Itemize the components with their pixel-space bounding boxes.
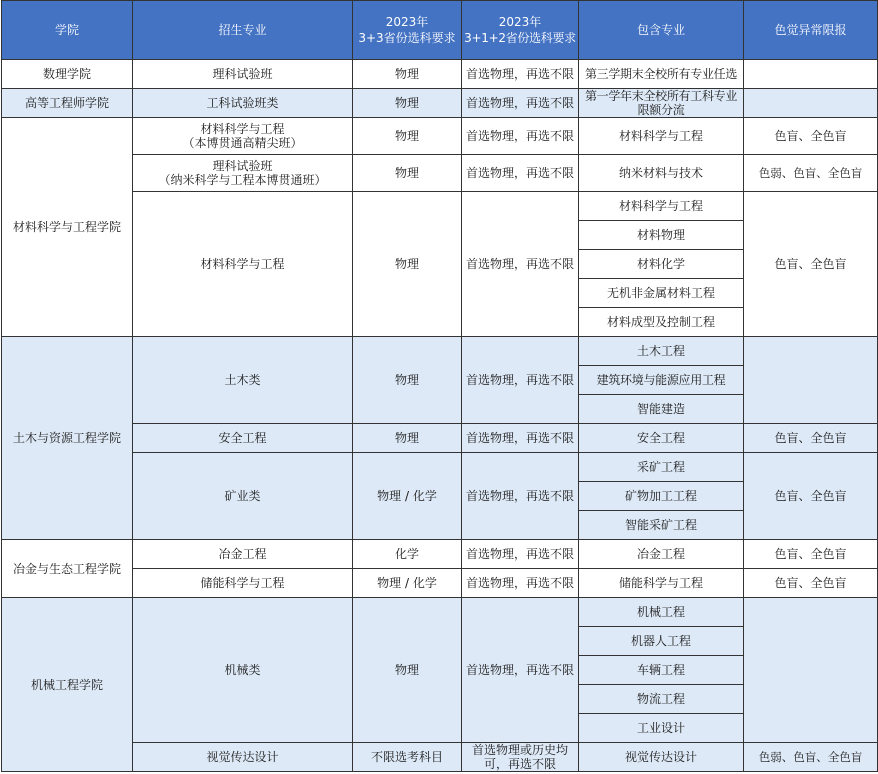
req33-cell: 物理 / 化学 bbox=[353, 569, 462, 598]
included-cell: 智能建造 bbox=[579, 395, 744, 424]
color-cell: 色盲、全色盲 bbox=[744, 118, 878, 155]
req312-cell: 首选物理，再选不限 bbox=[462, 337, 579, 424]
major-cell: 土木类 bbox=[133, 337, 353, 424]
color-cell: 色盲、全色盲 bbox=[744, 192, 878, 337]
color-cell: 色盲、全色盲 bbox=[744, 569, 878, 598]
req312-cell: 首选物理，再选不限 bbox=[462, 424, 579, 453]
major-cell: 冶金工程 bbox=[133, 540, 353, 569]
included-cell: 材料化学 bbox=[579, 250, 744, 279]
college-cell: 机械工程学院 bbox=[2, 598, 133, 772]
header-req33: 2023年 3+3省份选科要求 bbox=[353, 1, 462, 60]
header-color-limit: 色觉异常限报 bbox=[744, 1, 878, 60]
college-cell: 数理学院 bbox=[2, 60, 133, 89]
req312-cell: 首选物理，再选不限 bbox=[462, 118, 579, 155]
included-cell: 材料科学与工程 bbox=[579, 118, 744, 155]
header-major: 招生专业 bbox=[133, 1, 353, 60]
included-cell: 第一学年末全校所有工科专业 限额分流 bbox=[579, 89, 744, 118]
req33-cell: 物理 / 化学 bbox=[353, 453, 462, 540]
table-row bbox=[2, 598, 878, 627]
req33-cell: 物理 bbox=[353, 424, 462, 453]
req33-cell: 物理 bbox=[353, 155, 462, 192]
major-cell: 材料科学与工程 bbox=[133, 192, 353, 337]
req312-cell: 首选物理，再选不限 bbox=[462, 192, 579, 337]
color-cell bbox=[744, 60, 878, 89]
included-cell: 建筑环境与能源应用工程 bbox=[579, 366, 744, 395]
color-cell: 色弱、色盲、全色盲 bbox=[744, 155, 878, 192]
included-cell: 无机非金属材料工程 bbox=[579, 279, 744, 308]
table-row bbox=[2, 540, 878, 569]
included-cell: 采矿工程 bbox=[579, 453, 744, 482]
table-row bbox=[2, 60, 878, 89]
color-cell: 色弱、色盲、全色盲 bbox=[744, 743, 878, 772]
college-cell: 冶金与生态工程学院 bbox=[2, 540, 133, 598]
header-included: 包含专业 bbox=[579, 1, 744, 60]
color-cell bbox=[744, 598, 878, 743]
header-college: 学院 bbox=[2, 1, 133, 60]
major-cell: 工科试验班类 bbox=[133, 89, 353, 118]
req33-cell: 化学 bbox=[353, 540, 462, 569]
table-row bbox=[2, 155, 878, 192]
included-cell: 物流工程 bbox=[579, 685, 744, 714]
req312-cell: 首选物理，再选不限 bbox=[462, 453, 579, 540]
req33-cell: 物理 bbox=[353, 118, 462, 155]
major-cell: 材料科学与工程 （本博贯通高精尖班） bbox=[133, 118, 353, 155]
table-row bbox=[2, 337, 878, 366]
included-cell: 纳米材料与技术 bbox=[579, 155, 744, 192]
table-row bbox=[2, 192, 878, 221]
included-cell: 智能采矿工程 bbox=[579, 511, 744, 540]
major-cell: 矿业类 bbox=[133, 453, 353, 540]
college-cell: 材料科学与工程学院 bbox=[2, 118, 133, 337]
req33-cell: 物理 bbox=[353, 60, 462, 89]
admission-table bbox=[1, 0, 878, 772]
table-row bbox=[2, 89, 878, 118]
table-row bbox=[2, 569, 878, 598]
included-cell: 车辆工程 bbox=[579, 656, 744, 685]
req33-cell: 物理 bbox=[353, 89, 462, 118]
included-cell: 第三学期末全校所有专业任选 bbox=[579, 60, 744, 89]
req312-cell: 首选物理或历史均 可，再选不限 bbox=[462, 743, 579, 772]
req312-cell: 首选物理，再选不限 bbox=[462, 60, 579, 89]
included-cell: 机器人工程 bbox=[579, 627, 744, 656]
req312-cell: 首选物理，再选不限 bbox=[462, 569, 579, 598]
included-cell: 矿物加工工程 bbox=[579, 482, 744, 511]
included-cell: 土木工程 bbox=[579, 337, 744, 366]
req33-cell: 物理 bbox=[353, 598, 462, 743]
included-cell: 材料成型及控制工程 bbox=[579, 308, 744, 337]
major-cell: 理科试验班 bbox=[133, 60, 353, 89]
included-cell: 储能科学与工程 bbox=[579, 569, 744, 598]
college-cell: 土木与资源工程学院 bbox=[2, 337, 133, 540]
req33-cell: 物理 bbox=[353, 337, 462, 424]
major-cell: 视觉传达设计 bbox=[133, 743, 353, 772]
table-row bbox=[2, 743, 878, 772]
header-row bbox=[2, 1, 878, 60]
included-cell: 安全工程 bbox=[579, 424, 744, 453]
color-cell: 色盲、全色盲 bbox=[744, 424, 878, 453]
major-cell: 储能科学与工程 bbox=[133, 569, 353, 598]
major-cell: 理科试验班 （纳米科学与工程本博贯通班） bbox=[133, 155, 353, 192]
req312-cell: 首选物理，再选不限 bbox=[462, 155, 579, 192]
req312-cell: 首选物理，再选不限 bbox=[462, 89, 579, 118]
req33-cell: 不限选考科目 bbox=[353, 743, 462, 772]
included-cell: 机械工程 bbox=[579, 598, 744, 627]
included-cell: 视觉传达设计 bbox=[579, 743, 744, 772]
req312-cell: 首选物理，再选不限 bbox=[462, 598, 579, 743]
included-cell: 冶金工程 bbox=[579, 540, 744, 569]
college-cell: 高等工程师学院 bbox=[2, 89, 133, 118]
color-cell bbox=[744, 89, 878, 118]
color-cell: 色盲、全色盲 bbox=[744, 540, 878, 569]
header-req312: 2023年 3+1+2省份选科要求 bbox=[462, 1, 579, 60]
included-cell: 材料科学与工程 bbox=[579, 192, 744, 221]
color-cell bbox=[744, 337, 878, 424]
table-row bbox=[2, 453, 878, 482]
table-row bbox=[2, 118, 878, 155]
major-cell: 机械类 bbox=[133, 598, 353, 743]
included-cell: 工业设计 bbox=[579, 714, 744, 743]
req312-cell: 首选物理，再选不限 bbox=[462, 540, 579, 569]
color-cell: 色盲、全色盲 bbox=[744, 453, 878, 540]
included-cell: 材料物理 bbox=[579, 221, 744, 250]
major-cell: 安全工程 bbox=[133, 424, 353, 453]
req33-cell: 物理 bbox=[353, 192, 462, 337]
table-row bbox=[2, 424, 878, 453]
